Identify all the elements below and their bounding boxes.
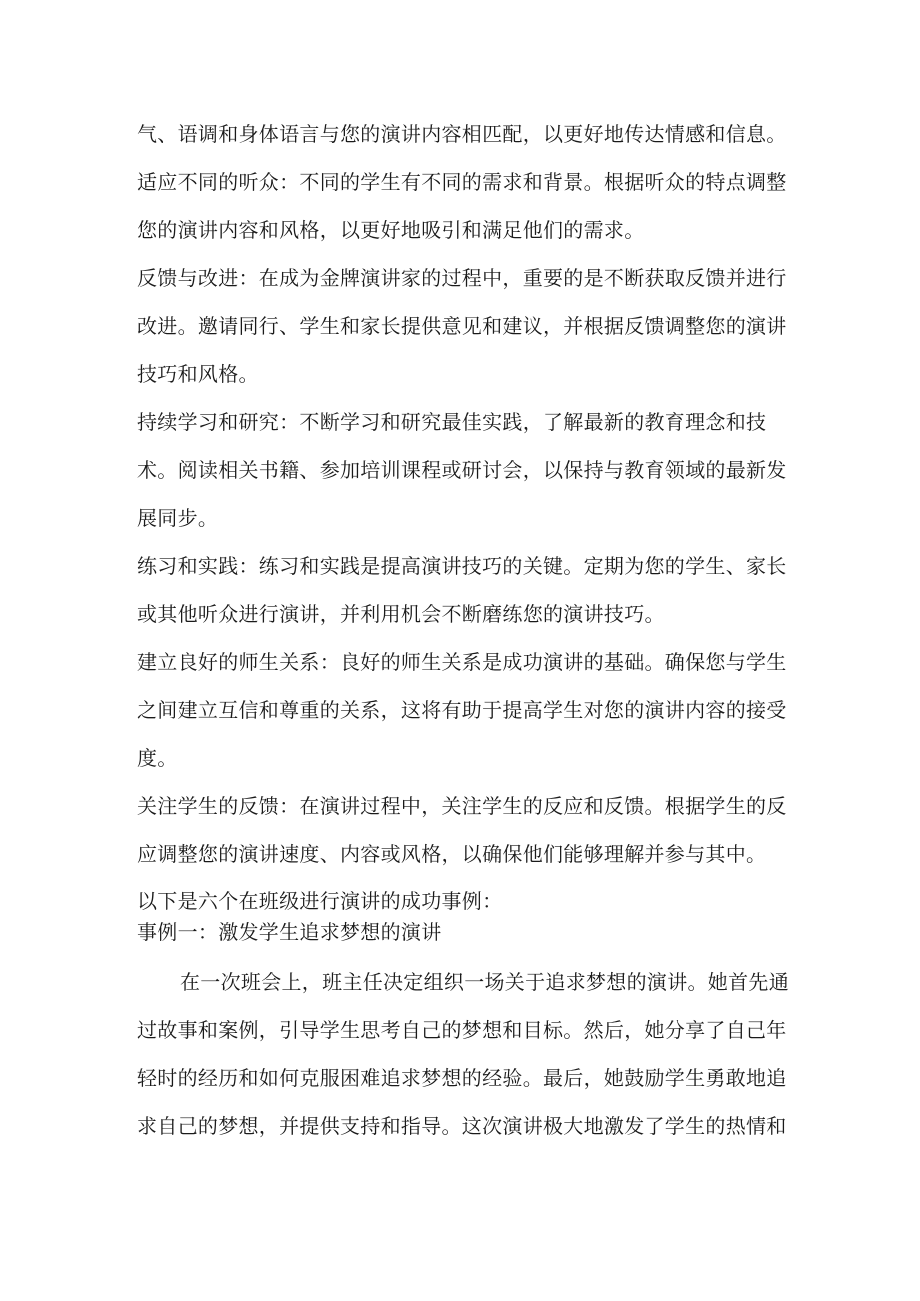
- paragraph-feedback-improvement: 反馈与改进：在成为金牌演讲家的过程中，重要的是不断获取反馈并进行改进。邀请同行、学生和家长提供意见和建议，并根据反馈调整您的演讲技巧和风格。: [137, 266, 787, 386]
- case-one-heading: 事例一：激发学生追求梦想的演讲: [137, 920, 442, 944]
- document-body: [137, 110, 797, 1150]
- paragraph-student-feedback: 关注学生的反馈：在演讲过程中，关注学生的反应和反馈。根据学生的反应调整您的演讲速度、内容或风格，以确保他们能够理解并参与其中。: [137, 794, 787, 866]
- paragraph-body-language: 气、语调和身体语言与您的演讲内容相匹配，以更好地传达情感和信息。: [137, 122, 787, 146]
- paragraph-audience: 适应不同的听众：不同的学生有不同的需求和背景。根据听众的特点调整您的演讲内容和风格，以更好地吸引和满足他们的需求。: [137, 170, 787, 242]
- paragraph-continuous-learning: 持续学习和研究：不断学习和研究最佳实践，了解最新的教育理念和技术。阅读相关书籍、参加培训课程或研讨会，以保持与教育领域的最新发展同步。: [137, 410, 787, 530]
- paragraph-teacher-student-relationship: 建立良好的师生关系：良好的师生关系是成功演讲的基础。确保您与学生之间建立互信和尊重的关系，这将有助于提高学生对您的演讲内容的接受度。: [137, 650, 787, 770]
- cases-intro: 以下是六个在班级进行演讲的成功事例：: [137, 889, 503, 913]
- case-one-body: 在一次班会上，班主任决定组织一场关于追求梦想的演讲。她首先通过故事和案例，引导学生思考自己的梦想和目标。然后，她分享了自己年轻时的经历和如何克服困难追求梦想的经验。最后，她鼓励学生勇敢地追求自己的梦想，并提供支持和指导。这次演讲极大地激发了学生的热情和: [137, 970, 789, 1138]
- paragraph-practice: 练习和实践：练习和实践是提高演讲技巧的关键。定期为您的学生、家长或其他听众进行演讲，并利用机会不断磨练您的演讲技巧。: [137, 554, 787, 626]
